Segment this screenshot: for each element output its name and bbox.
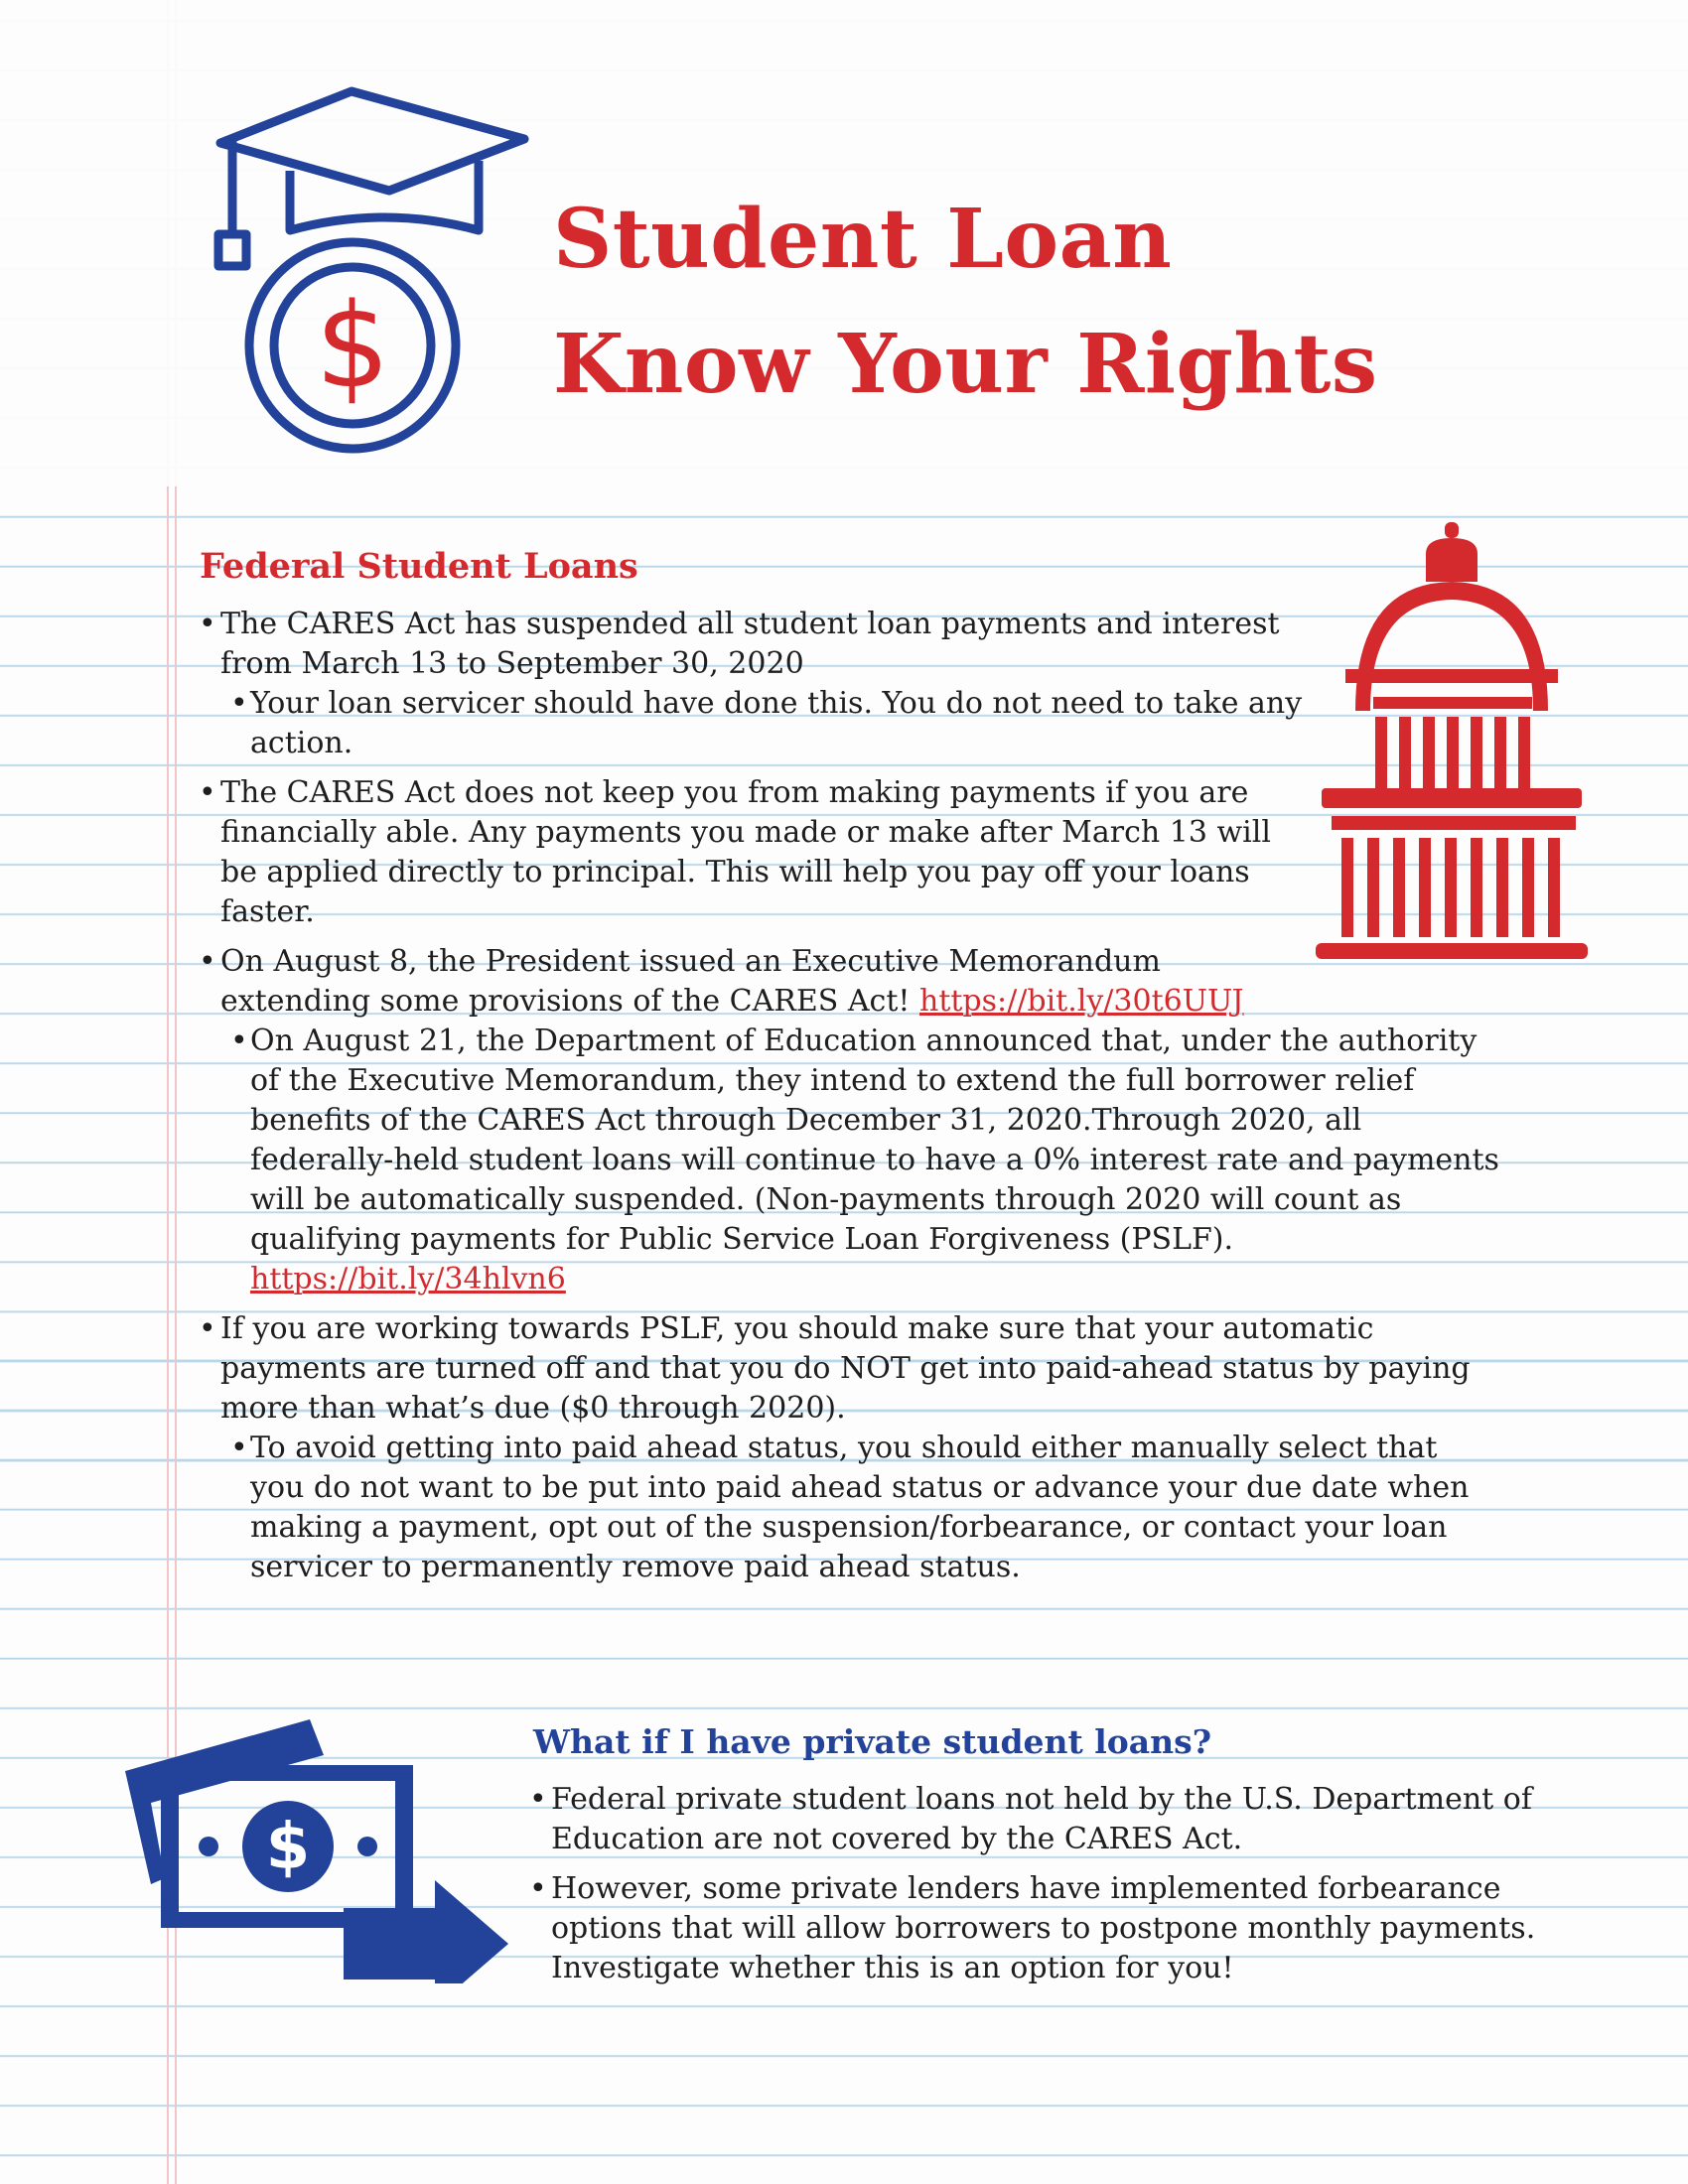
list-item <box>250 1429 1472 1587</box>
list-item <box>551 1780 1544 1859</box>
list-item <box>220 773 1303 932</box>
bullet-text: The CARES Act does not keep you from making payments if you are financially able. Any payments you made or make after March 13 will be applied directly to principal. This will help you pay off your loans faster. <box>220 775 1271 929</box>
svg-text:$: $ <box>265 1811 311 1884</box>
federal-loans-heading: Federal Student Loans <box>200 546 638 587</box>
bullet-text: However, some private lenders have implemented forbearance options that will allow borrowers to postpone monthly payments. Investigate whether this is an option for you! <box>551 1871 1536 1985</box>
sub-list <box>220 1429 1472 1587</box>
graduation-cap-dollar-icon <box>211 85 538 459</box>
list-item <box>220 942 1499 1299</box>
title-line-2: Know Your Rights <box>553 317 1378 412</box>
list-item <box>250 684 1333 763</box>
list-item <box>220 1309 1472 1587</box>
bullet-text: Your loan servicer should have done this. You do not need to take any action. <box>250 686 1303 760</box>
bullet-text: To avoid getting into paid ahead status, you should either manually select that you do not want to be put into paid ahead status or advance your due date when making a payment, opt out of the suspension/forbearance, or contact your loan servicer to permanently remove paid ahead status. <box>250 1431 1470 1584</box>
sub-list <box>220 684 1333 763</box>
bullet-text: Federal private student loans not held by the U.S. Department of Education are not covered by the CARES Act. <box>551 1782 1532 1856</box>
bullet-text: On August 21, the Department of Education announced that, under the authority of the Executive Memorandum, they intend to extend the full borrower relief benefits of the CARES Act through December 31, 2020.Through 2020, all federally-held student loans will continue to have a 0% interest rate and payments will be automatically suspended. (Non-payments through 2020 will count as qualifying payments for Public Service Loan Forgiveness (PSLF). <box>250 1024 1499 1257</box>
list-item <box>250 1022 1501 1299</box>
bullet-text: On August 8, the President issued an Executive Memorandum extending some provisions of the CARES Act! <box>220 944 1161 1019</box>
svg-text:$: $ <box>315 277 390 414</box>
sub-list <box>220 1022 1501 1299</box>
title-line-1: Student Loan <box>553 192 1173 287</box>
private-loans-heading: What if I have private student loans? <box>533 1722 1212 1761</box>
bullet-text: If you are working towards PSLF, you should make sure that your automatic payments are turned off and that you do NOT get into paid-ahead status by paying more than what’s due ($0 through 2020). <box>220 1311 1471 1426</box>
private-loans-list <box>551 1780 1544 1998</box>
federal-loans-list <box>220 605 1511 1597</box>
bullet-text: The CARES Act has suspended all student loan payments and interest from March 13 to September 30, 2020 <box>220 607 1280 681</box>
education-announcement-link[interactable]: https://bit.ly/34hlvn6 <box>250 1262 566 1297</box>
executive-memo-link[interactable]: https://bit.ly/30t6UUJ <box>919 984 1244 1019</box>
list-item <box>551 1869 1544 1988</box>
list-item <box>220 605 1333 763</box>
page-title <box>553 177 1377 427</box>
money-arrow-icon <box>125 1719 508 1983</box>
